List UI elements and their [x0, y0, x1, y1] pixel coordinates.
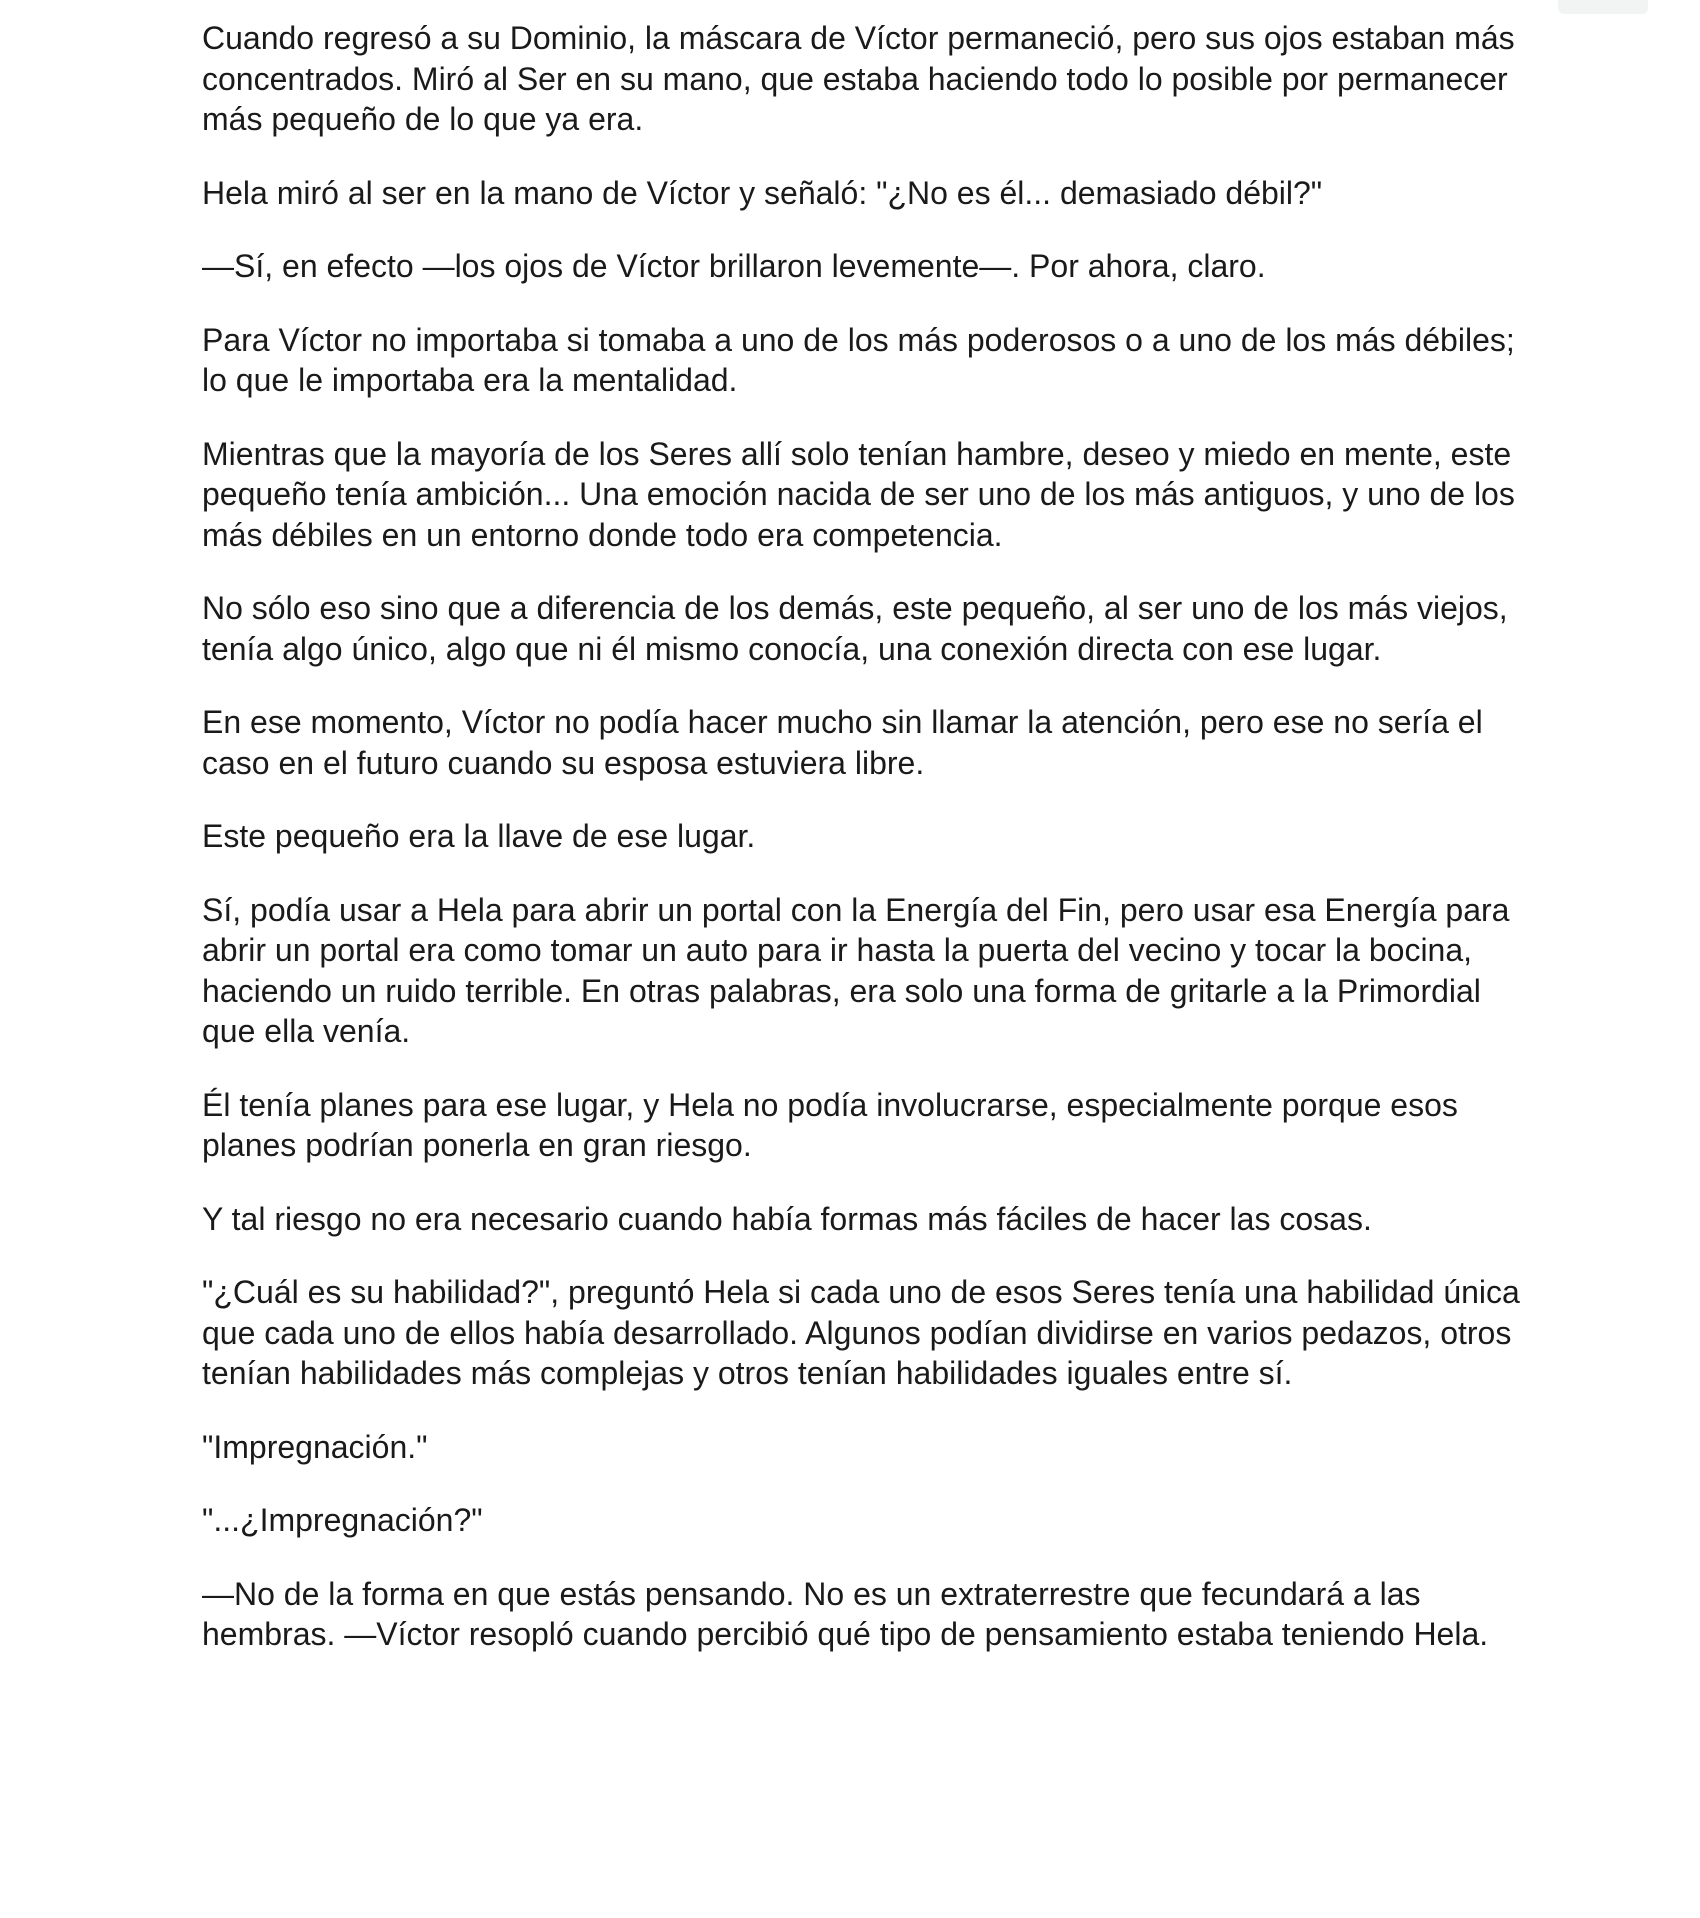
document-body	[202, 18, 1522, 1688]
paragraph: Este pequeño era la llave de ese lugar.	[202, 818, 756, 854]
paragraph: Sí, podía usar a Hela para abrir un portal con la Energía del Fin, pero usar esa Energía para abrir un portal era como tomar un auto para ir hasta la puerta del vecino y tocar la bocina, haciendo un ruido terrible. En otras palabras, era solo una forma de gritarle a la Primordial que ella venía.	[202, 891, 1510, 1049]
paragraph: "Impregnación."	[202, 1428, 428, 1465]
paragraph: —Sí, en efecto —los ojos de Víctor brillaron levemente—. Por ahora, claro.	[202, 248, 1266, 284]
paragraph: —No de la forma en que estás pensando. No es un extraterrestre que fecundará a las hembras. —Víctor resopló cuando percibió qué tipo de pensamiento estaba teniendo Hela.	[202, 1575, 1489, 1652]
paragraph: Hela miró al ser en la mano de Víctor y señaló: "¿No es él... demasiado débil?"	[202, 174, 1323, 211]
paragraph: En ese momento, Víctor no podía hacer mucho sin llamar la atención, pero ese no sería el caso en el futuro cuando su esposa estuviera libre.	[202, 704, 1483, 781]
paragraph: Para Víctor no importaba si tomaba a uno de los más poderosos o a uno de los más débiles; lo que le importaba era la mentalidad.	[202, 321, 1515, 398]
paragraph: No sólo eso sino que a diferencia de los demás, este pequeño, al ser uno de los más viejos, tenía algo único, algo que ni él mismo conocía, una conexión directa con ese lugar.	[202, 590, 1508, 667]
paragraph: Y tal riesgo no era necesario cuando había formas más fáciles de hacer las cosas.	[202, 1200, 1372, 1237]
paragraph: "¿Cuál es su habilidad?", preguntó Hela si cada uno de esos Seres tenía una habilidad única que cada uno de ellos había desarrollado. Algunos podían dividirse en varios pedazos, otros tenían habilidades más complejas y otros tenían habilidades iguales entre sí.	[202, 1274, 1520, 1391]
paragraph: "...¿Impregnación?"	[202, 1502, 483, 1538]
paragraph: Mientras que la mayoría de los Seres allí solo tenían hambre, deseo y miedo en mente, este pequeño tenía ambición... Una emoción nacida de ser uno de los más antiguos, y uno de los más débiles en un entorno donde todo era competencia.	[202, 435, 1515, 553]
paragraph: Cuando regresó a su Dominio, la máscara de Víctor permaneció, pero sus ojos estaban más concentrados. Miró al Ser en su mano, que estaba haciendo todo lo posible por permanecer más pequeño de lo que ya era.	[202, 20, 1515, 137]
paragraph: Él tenía planes para ese lugar, y Hela no podía involucrarse, especialmente porque esos planes podrían ponerla en gran riesgo.	[202, 1086, 1458, 1163]
corner-mark	[1558, 0, 1648, 14]
